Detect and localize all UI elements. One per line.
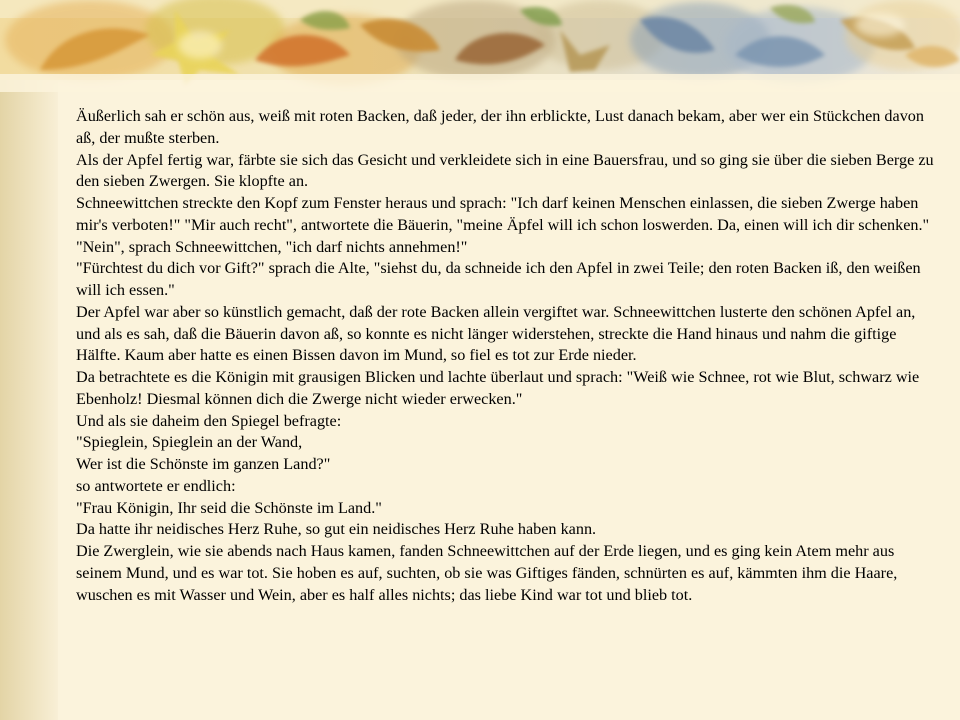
- autumn-leaves-banner: [0, 0, 960, 92]
- paragraph: Und als sie daheim den Spiegel befragte:: [76, 411, 342, 430]
- poem-line: "Spieglein, Spieglein an der Wand,: [76, 433, 303, 452]
- paragraph: "Nein", sprach Schneewittchen, "ich darf nichts annehmen!": [76, 237, 468, 256]
- paragraph: Da betrachtete es die Königin mit grausigen Blicken und lachte überlaut und sprach: "Weiß wie Schnee, rot wie Blut, schwarz wie Ebenholz! Diesmal können dich die Zwerge nicht wieder erwecken.": [76, 368, 920, 408]
- paragraph: "Fürchtest du dich vor Gift?" sprach die Alte, "siehst du, da schneide ich den Apfel in zwei Teile; den roten Backen iß, den weißen will ich essen.": [76, 259, 921, 299]
- paragraph: Als der Apfel fertig war, färbte sie sich das Gesicht und verkleidete sich in eine Bauersfrau, und so ging sie über die sieben Berge zu den sieben Zwergen. Sie klopfte an.: [76, 150, 934, 191]
- left-decorative-band: [0, 0, 58, 720]
- paragraph: so antwortete er endlich:: [76, 476, 236, 495]
- poem-line: "Frau Königin, Ihr seid die Schönste im Land.": [76, 498, 382, 517]
- story-text: [76, 106, 942, 706]
- paragraph: Schneewittchen streckte den Kopf zum Fenster heraus und sprach: "Ich darf keinen Menschen einlassen, die sieben Zwerge haben mir's verboten!" "Mir auch recht", antwortete die Bäuerin, "meine Äpfel will ich schon loswerden. Da, einen will ich dir schenken.": [76, 194, 930, 234]
- paragraph: Äußerlich sah er schön aus, weiß mit roten Backen, daß jeder, der ihn erblickte, Lust danach bekam, aber wer ein Stückchen davon aß, der mußte sterben.: [76, 107, 924, 147]
- poem-line: Wer ist die Schönste im ganzen Land?": [76, 455, 331, 473]
- paragraph: Der Apfel war aber so künstlich gemacht, daß der rote Backen allein vergiftet war. Schneewittchen lusterte den schönen Apfel an, und als es sah, daß die Bäuerin davon aß, so konnte es nicht länger widerstehen, streckte die Hand hinaus und nahm die giftige Hälfte. Kaum aber hatte es einen Bissen davon im Mund, so fiel es tot zur Erde nieder.: [76, 302, 916, 365]
- paragraph: Die Zwerglein, wie sie abends nach Haus kamen, fanden Schneewittchen auf der Erde liegen, und es ging kein Atem mehr aus seinem Mund, und es war tot. Sie hoben es auf, suchten, ob sie was Giftiges fänden, schnürten es auf, kämmten ihm die Haare, wuschen es mit Wasser und Wein, aber es half alles nichts; das liebe Kind war tot und blieb tot.: [76, 542, 898, 604]
- paragraph: Da hatte ihr neidisches Herz Ruhe, so gut ein neidisches Herz Ruhe haben kann.: [76, 520, 597, 539]
